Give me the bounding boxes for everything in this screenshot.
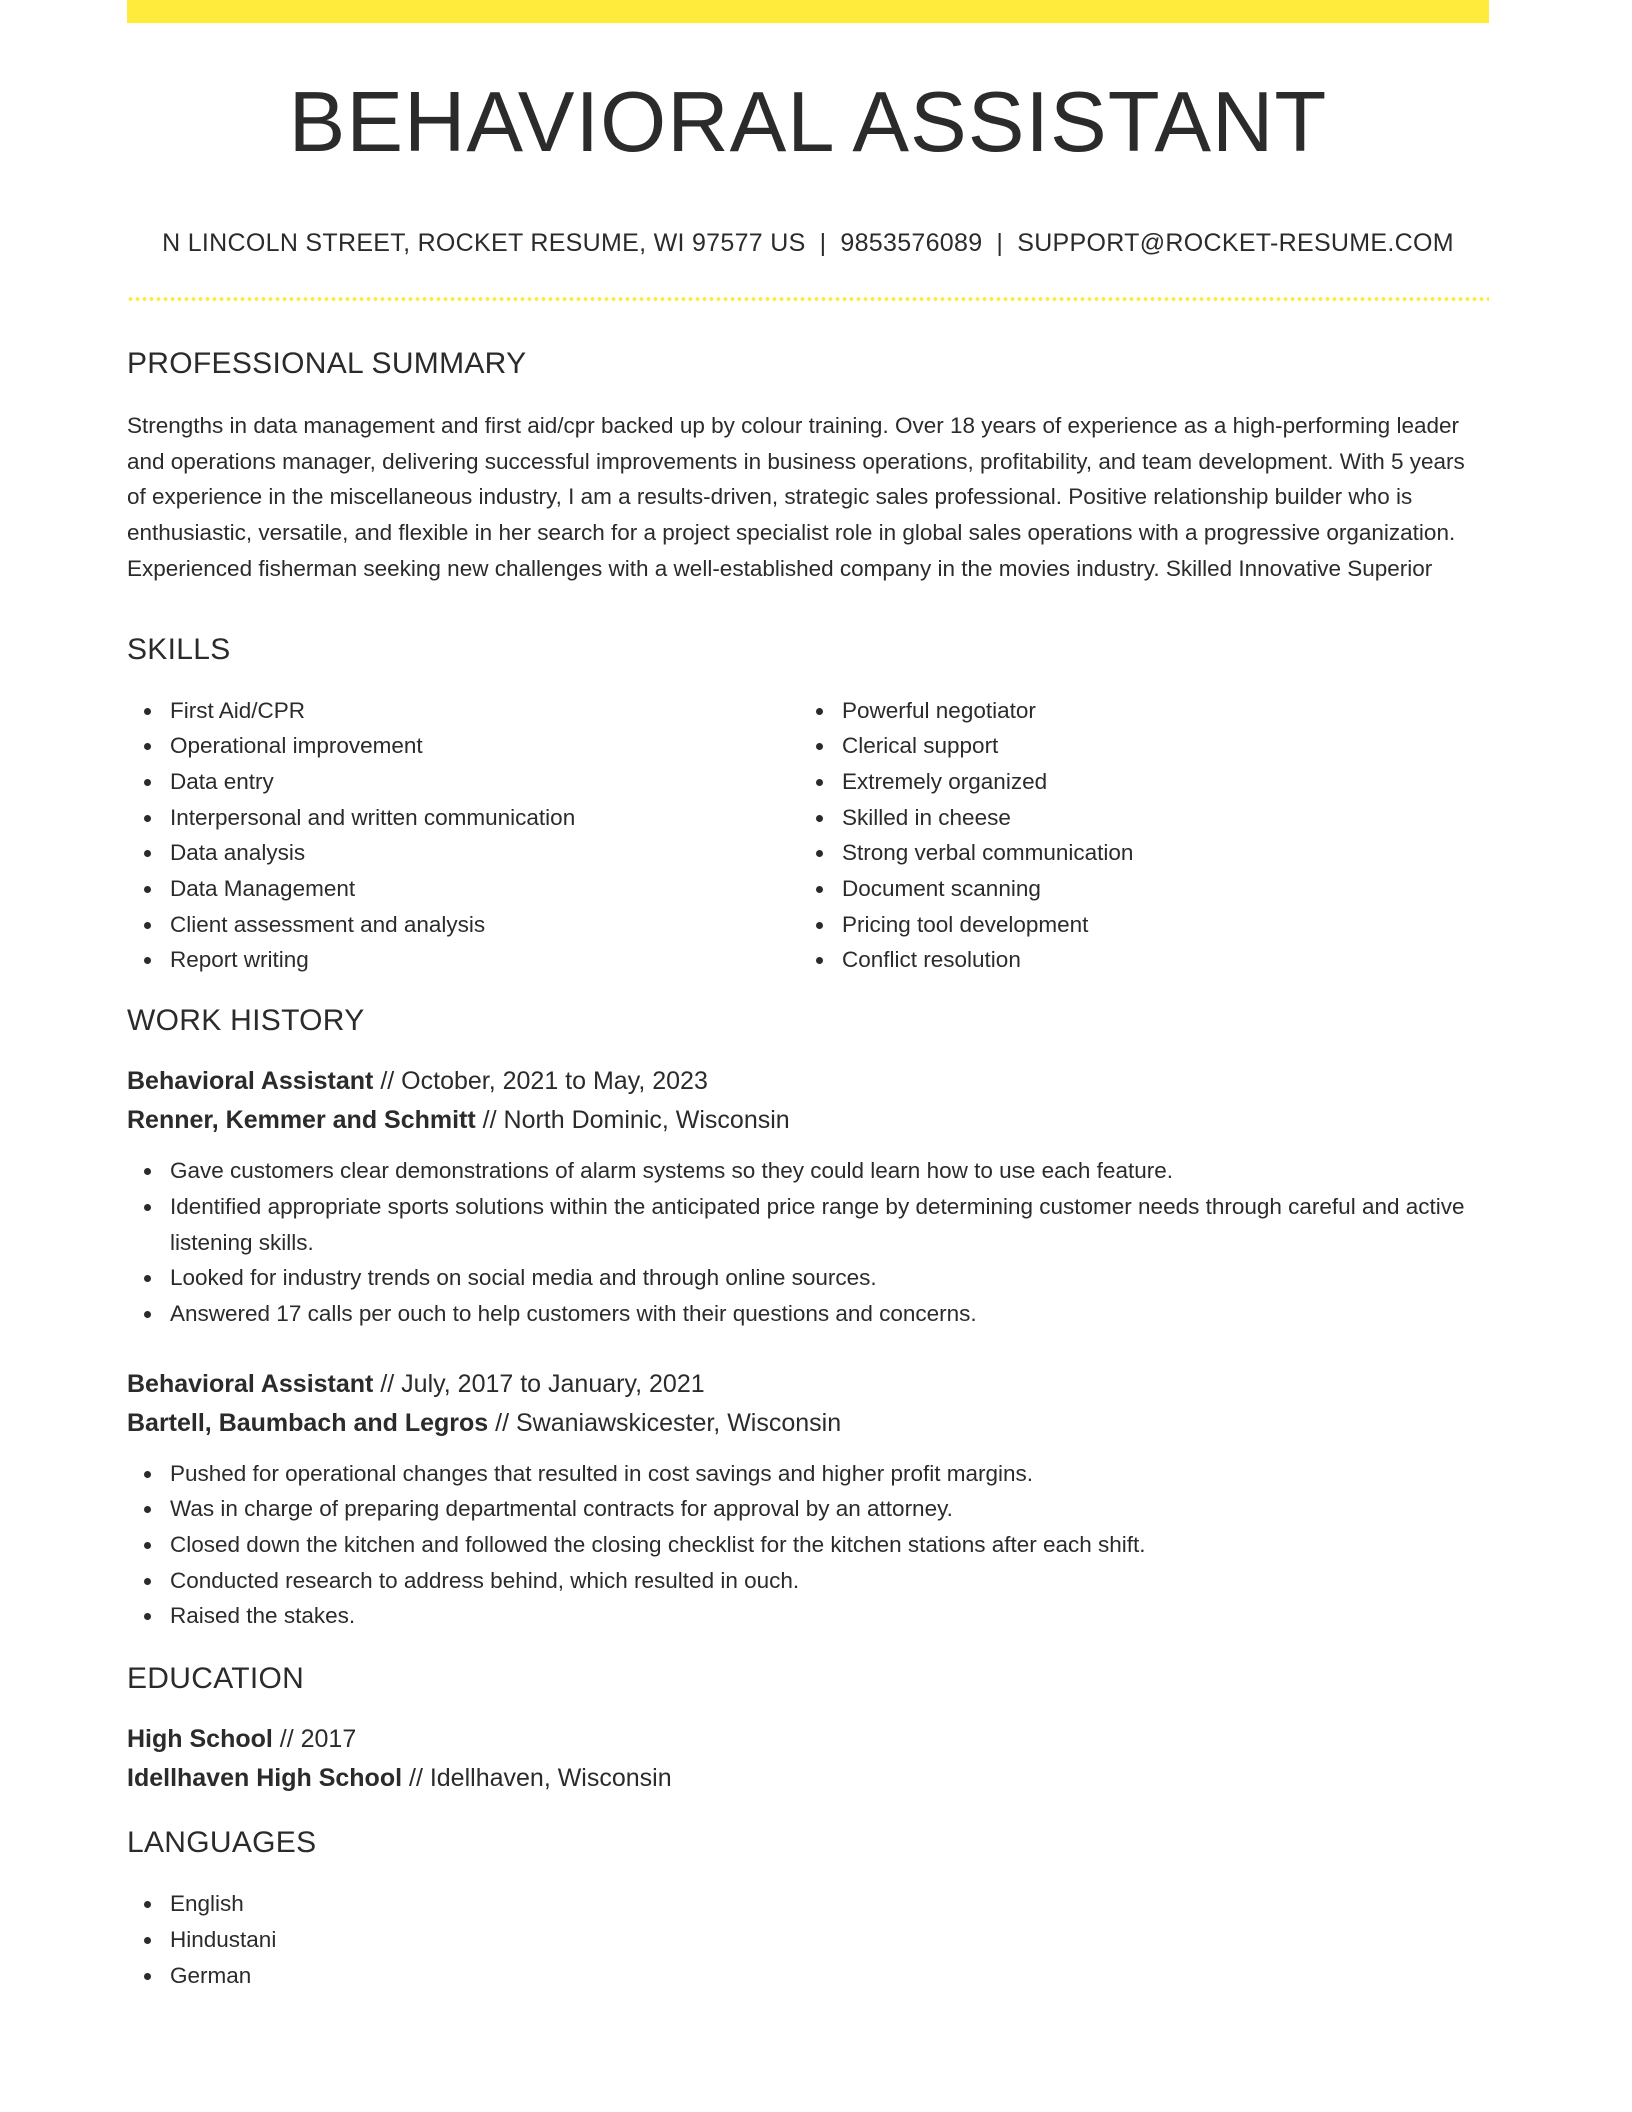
resume-page [127, 0, 1489, 1993]
skill-item: Pricing tool development [842, 907, 1471, 943]
contact-email: SUPPORT@ROCKET-RESUME.COM [1017, 229, 1454, 257]
skills-left-list [127, 693, 799, 979]
education-heading: EDUCATION [127, 1662, 305, 1696]
education-entry [127, 1720, 1489, 1798]
skill-item: Client assessment and analysis [170, 907, 799, 943]
education-school-line [127, 1759, 1489, 1798]
job-title: Behavioral Assistant [127, 1369, 374, 1398]
job-bullet: Raised the stakes. [170, 1598, 1489, 1634]
job-dates: // July, 2017 to January, 2021 [380, 1369, 705, 1398]
summary-section [127, 347, 1489, 587]
languages-section [127, 1826, 1489, 1993]
education-year: // 2017 [279, 1725, 357, 1754]
resume-name: BEHAVIORAL ASSISTANT [288, 75, 1328, 170]
job-company-line [127, 1101, 1489, 1140]
education-school: Idellhaven High School [127, 1764, 403, 1793]
languages-list [127, 1886, 1489, 1993]
job-bullet: Gave customers clear demonstrations of alarm systems so they could learn how to use each feature. [170, 1153, 1489, 1189]
skill-item: Powerful negotiator [842, 693, 1471, 729]
skill-item: Strong verbal communication [842, 835, 1471, 871]
skill-item: Conflict resolution [842, 942, 1471, 978]
education-section [127, 1662, 1489, 1798]
job-bullet: Pushed for operational changes that resulted in cost savings and higher profit margins. [170, 1456, 1489, 1492]
job-bullet: Identified appropriate sports solutions within the anticipated price range by determining customer needs through careful and active listening skills. [170, 1189, 1489, 1260]
contact-separator: | [996, 229, 1004, 257]
job-entry [127, 1365, 1489, 1635]
skill-item: Data entry [170, 764, 799, 800]
skill-item: Skilled in cheese [842, 800, 1471, 836]
contact-separator: | [819, 229, 827, 257]
job-location: // North Dominic, Wisconsin [482, 1106, 790, 1135]
skills-right-column [799, 693, 1471, 979]
job-company-line [127, 1404, 1489, 1443]
skills-left-column [127, 693, 799, 979]
languages-heading: LANGUAGES [127, 1826, 317, 1860]
job-title-line [127, 1062, 1489, 1101]
work-history-heading: WORK HISTORY [127, 1004, 365, 1038]
accent-top-bar [127, 0, 1489, 23]
job-entry [127, 1062, 1489, 1332]
job-title: Behavioral Assistant [127, 1067, 374, 1096]
education-degree-line [127, 1720, 1489, 1759]
skill-item: Clerical support [842, 728, 1471, 764]
dotted-divider [127, 297, 1489, 301]
contact-phone: 9853576089 [840, 229, 983, 257]
contact-address: N LINCOLN STREET, ROCKET RESUME, WI 97577 US [162, 229, 806, 257]
language-item: German [170, 1958, 1489, 1994]
skills-heading: SKILLS [127, 632, 231, 666]
skill-item: Data Management [170, 871, 799, 907]
skill-item: First Aid/CPR [170, 693, 799, 729]
job-dates: // October, 2021 to May, 2023 [380, 1067, 708, 1096]
summary-text: Strengths in data management and first aid/cpr backed up by colour training. Over 18 years of experience as a high-performing leader and operations manager, delivering successful improvements in business operations, profitability, and team development. With 5 years of experience in the miscellaneous industry, I am a results-driven, strategic sales professional. Positive relationship builder who is enthusiastic, versatile, and flexible in her search for a project specialist role in global sales operations with a progressive organization. Experienced fisherman seeking new challenges with a well-established company in the movies industry. Skilled Innovative Superior [127, 413, 1465, 581]
job-bullet-list [127, 1153, 1489, 1332]
skill-item: Document scanning [842, 871, 1471, 907]
summary-heading: PROFESSIONAL SUMMARY [127, 347, 527, 380]
job-company: Bartell, Baumbach and Legros [127, 1408, 489, 1437]
job-bullet: Closed down the kitchen and followed the closing checklist for the kitchen stations after each shift. [170, 1527, 1489, 1563]
skill-item: Report writing [170, 942, 799, 978]
job-bullet-list [127, 1456, 1489, 1635]
education-degree: High School [127, 1725, 273, 1754]
job-bullet: Looked for industry trends on social media and through online sources. [170, 1260, 1489, 1296]
job-title-line [127, 1365, 1489, 1404]
skills-columns [127, 693, 1489, 979]
skills-section [127, 633, 1489, 979]
skill-item: Data analysis [170, 835, 799, 871]
job-bullet: Conducted research to address behind, which resulted in ouch. [170, 1563, 1489, 1599]
skills-right-list [799, 693, 1471, 979]
skill-item: Extremely organized [842, 764, 1471, 800]
language-item: Hindustani [170, 1922, 1489, 1958]
skill-item: Interpersonal and written communication [170, 800, 799, 836]
work-history-section [127, 1004, 1489, 1634]
skill-item: Operational improvement [170, 728, 799, 764]
contact-line [127, 229, 1489, 258]
education-location: // Idellhaven, Wisconsin [409, 1764, 672, 1793]
job-company: Renner, Kemmer and Schmitt [127, 1106, 476, 1135]
language-item: English [170, 1886, 1489, 1922]
job-bullet: Was in charge of preparing departmental contracts for approval by an attorney. [170, 1491, 1489, 1527]
job-location: // Swaniawskicester, Wisconsin [495, 1408, 842, 1437]
job-bullet: Answered 17 calls per ouch to help customers with their questions and concerns. [170, 1296, 1489, 1332]
